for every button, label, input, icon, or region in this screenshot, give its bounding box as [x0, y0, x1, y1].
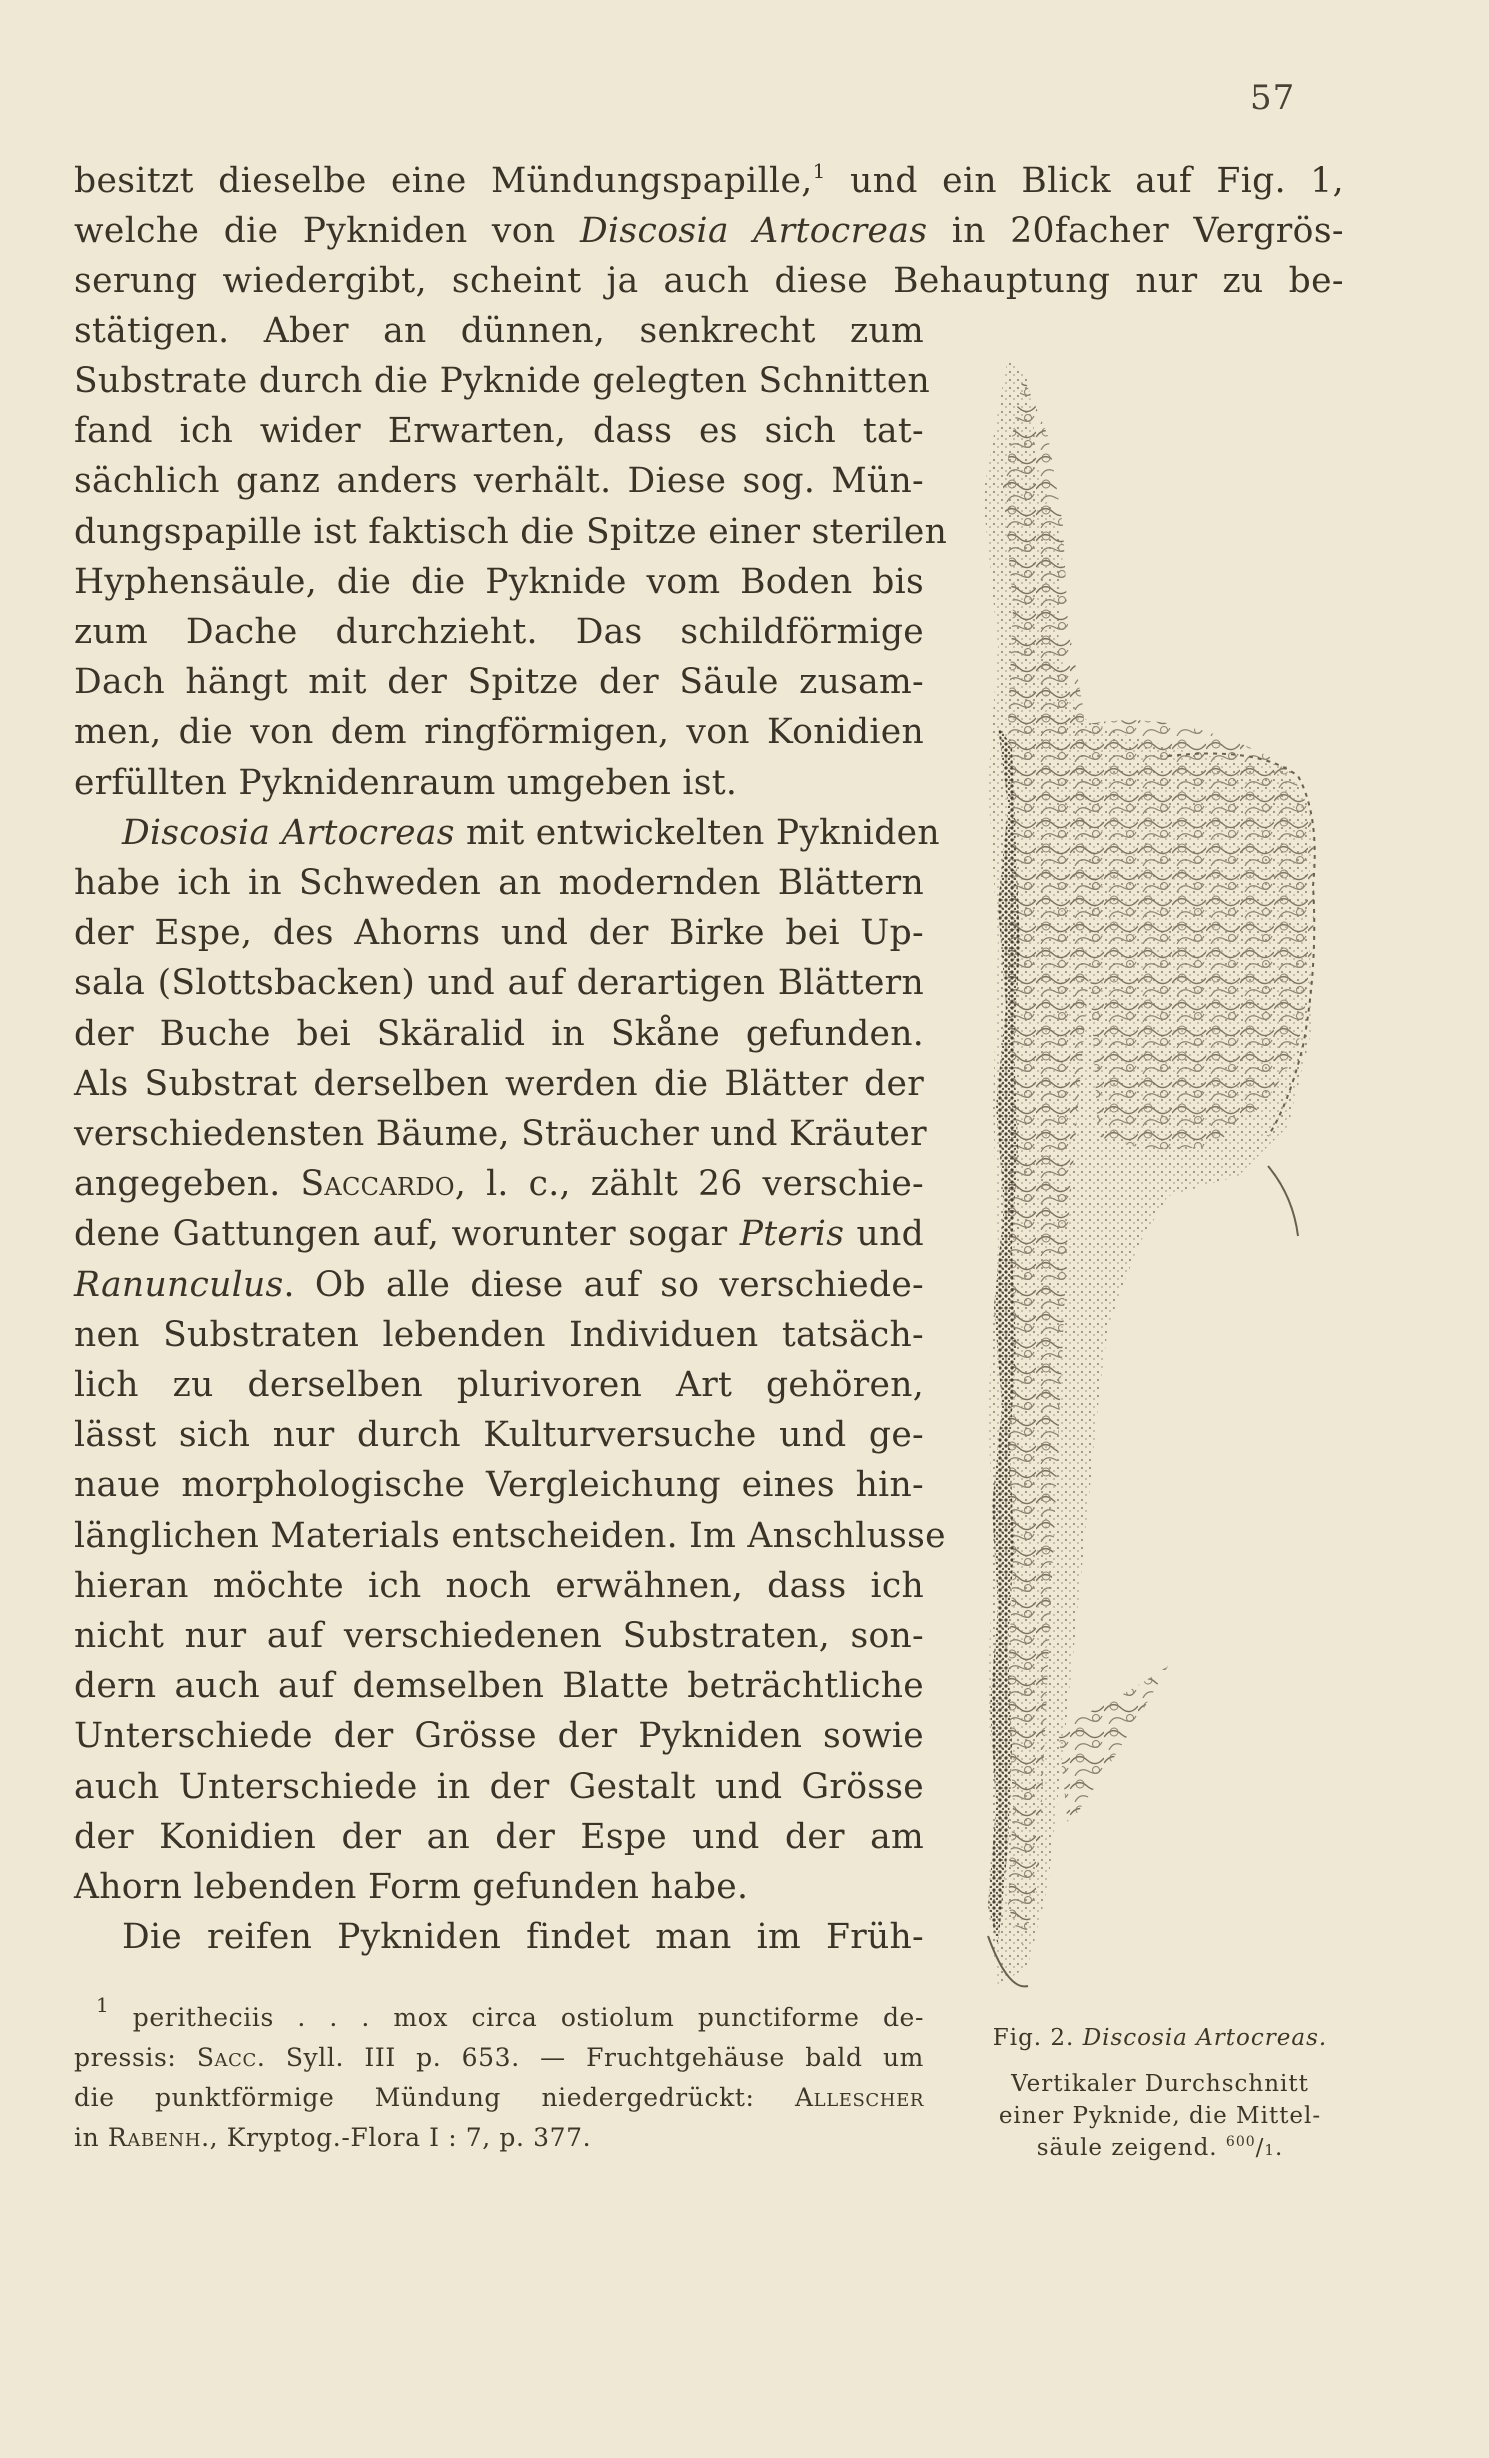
body-line: Ahorn lebenden Form gefunden habe.	[74, 1867, 749, 1907]
pycnidium-drawing	[968, 346, 1338, 1996]
body-line: Hyphensäule, die die Pyknide vom Boden bis	[74, 562, 924, 602]
body-line: fand ich wider Erwarten, dass es sich tat-	[74, 411, 924, 451]
footnote-line: in Rabenh., Kryptog.-Flora I : 7, p. 377.	[74, 2123, 592, 2152]
body-line: verschiedensten Bäume, Sträucher und Kräuter	[74, 1114, 927, 1154]
body-line: lich zu derselben plurivoren Art gehören,	[74, 1365, 924, 1405]
figure-caption-line: säule zeigend. $^{600}$/1.	[1036, 2134, 1284, 2161]
body-line: zum Dache durchzieht. Das schildförmige	[74, 612, 924, 652]
body-line: Dach hängt mit der Spitze der Säule zusam-	[74, 662, 924, 702]
pycnidium-section-figure	[968, 346, 1338, 1996]
figure-caption-line: Vertikaler Durchschnitt	[1011, 2071, 1309, 2097]
body-line: welche die Pykniden von Discosia Artocreas in 20facher Vergrös-	[74, 211, 1344, 251]
body-line: naue morphologische Vergleichung eines hin-	[74, 1465, 924, 1505]
body-line: Als Substrat derselben werden die Blätter der	[74, 1064, 924, 1104]
body-line: erfüllten Pyknidenraum umgeben ist.	[74, 763, 738, 803]
magnification: $^{600}$/1.	[1225, 2134, 1284, 2161]
body-line: dern auch auf demselben Blatte beträchtliche	[74, 1666, 924, 1706]
footnote-line: die punktförmige Mündung niedergedrückt: Allescher	[74, 2083, 924, 2112]
figure-caption-line: einer Pyknide, die Mittel-	[998, 2103, 1322, 2129]
page-number: 57	[1250, 78, 1296, 118]
footnote-line: $^1$ peritheciis . . . mox circa ostiolum punctiforme de-	[96, 1993, 924, 2032]
body-line: länglichen Materials entscheiden. Im Anschlusse	[74, 1516, 946, 1556]
body-line: serung wiedergibt, scheint ja auch diese Behauptung nur zu be-	[74, 261, 1344, 301]
figure-caption-title: Fig. 2. Discosia Artocreas.	[992, 2025, 1328, 2051]
body-line: nen Substraten lebenden Individuen tatsäch-	[74, 1315, 924, 1355]
footnote-line: pressis: Sacc. Syll. III p. 653. — Fruchtgehäuse bald um	[74, 2043, 924, 2072]
body-line: der Konidien der an der Espe und der am	[74, 1817, 924, 1857]
body-line: auch Unterschiede in der Gestalt und Grösse	[74, 1767, 924, 1807]
body-line: Die reifen Pykniden findet man im Früh-	[122, 1917, 924, 1957]
body-line: men, die von dem ringförmigen, von Konidien	[74, 712, 924, 752]
body-line: angegeben. Saccardo, l. c., zählt 26 verschie-	[74, 1164, 925, 1204]
body-line: dene Gattungen auf, worunter sogar Pteris und	[74, 1214, 924, 1254]
body-line: stätigen. Aber an dünnen, senkrecht zum	[74, 311, 924, 351]
body-line: der Espe, des Ahorns und der Birke bei Up-	[74, 913, 924, 953]
body-line: Discosia Artocreas mit entwickelten Pykniden	[122, 813, 940, 853]
body-line: sala (Slottsbacken) und auf derartigen Blättern	[74, 963, 924, 1003]
body-line: lässt sich nur durch Kulturversuche und ge-	[74, 1415, 924, 1455]
body-line: Unterschiede der Grösse der Pykniden sowie	[74, 1716, 924, 1756]
body-line: besitzt dieselbe eine Mündungspapille,$^1$ und ein Blick auf Fig. 1,	[74, 159, 1345, 201]
body-line: Ranunculus. Ob alle diese auf so verschiede-	[74, 1265, 924, 1305]
body-line: nicht nur auf verschiedenen Substraten, son-	[74, 1616, 924, 1656]
body-line: sächlich ganz anders verhält. Diese sog. Mün-	[74, 461, 924, 501]
body-line: habe ich in Schweden an modernden Blättern	[74, 863, 924, 903]
body-line: Substrate durch die Pyknide gelegten Schnitten	[74, 361, 931, 401]
body-line: der Buche bei Skäralid in Skåne gefunden.	[74, 1014, 924, 1054]
body-line: hieran möchte ich noch erwähnen, dass ich	[74, 1566, 924, 1606]
body-line: dungspapille ist faktisch die Spitze einer sterilen	[74, 512, 948, 552]
